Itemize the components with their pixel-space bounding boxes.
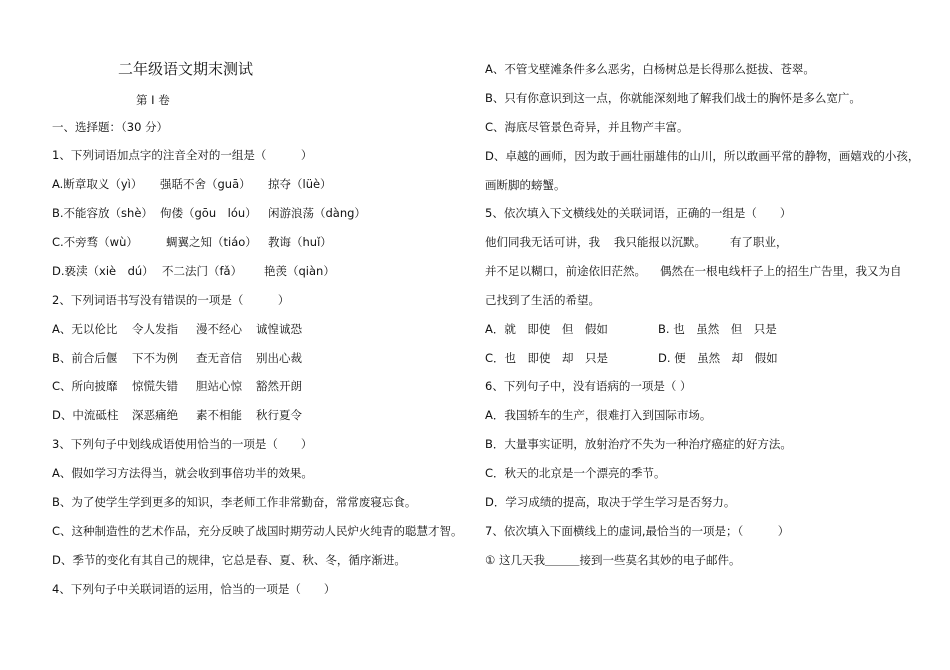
q2-option-c-2: 惊慌失错 [132,379,178,393]
q1-option-b-2: 佝偻（gōu lóu） [160,206,257,220]
q3-option-c: C、这种制造性的艺术作品，充分反映了战国时期劳动人民炉火纯青的聪慧才智。 [52,524,463,538]
q1-option-d-1: D.亵渎（xiè dú） [52,264,154,278]
q4-option-d-line1: D、卓越的画师，因为敢于画壮丽雄伟的山川，所以敢画平常的静物，画嬉戏的小孩， [485,149,920,163]
q7-blank-1: ① 这几天我＿＿＿接到一些莫名其妙的电子邮件。 [485,553,741,567]
q5-option-c: C．也 即使 却 只是 [485,351,609,365]
q4-option-b: B、只有你意识到这一点，你就能深刻地了解我们战士的胸怀是多么宽广。 [485,91,861,105]
q5-passage-1c: 有了职业， [730,235,788,249]
q2-option-d-3: 素不相能 [196,408,242,422]
q1-option-d-2: 不二法门（fǎ） [162,264,243,278]
q5-passage-2b: 偶然在一根电线杆子上的招生广告里，我又为自 [660,264,902,278]
q6-option-b: B．大量事实证明，放射治疗不失为一种治疗癌症的好方法。 [485,437,792,451]
q2-option-a-2: 令人发指 [132,322,178,336]
section-heading: 一、选择题：（30 分） [52,120,169,134]
paper-section-label: 第 I 卷 [136,93,170,107]
question-7: 7、依次填入下面横线上的虚词,最恰当的一项是；（ ） [485,524,790,538]
q2-option-b-1: B、前合后偃 [52,351,118,365]
q4-option-a: A、不管戈壁滩条件多么恶劣，白杨树总是长得那么挺拔、苍翠。 [485,62,815,76]
q2-option-d-2: 深恶痛绝 [132,408,178,422]
question-6: 6、下列句子中，没有语病的一项是（ ） [485,379,692,393]
q5-option-d: D. 便 虽然 却 假如 [658,351,778,365]
q2-option-d-4: 秋行夏令 [256,408,302,422]
q5-option-b: B. 也 虽然 但 只是 [658,322,777,336]
q1-option-c-1: C.不旁骛（wù） [52,235,138,249]
question-2: 2、下列词语书写没有错误的一项是（ ） [52,293,290,307]
question-4: 4、下列句子中关联词语的运用，恰当的一项是（ ） [52,582,336,596]
q2-option-b-3: 查无音信 [196,351,242,365]
q5-option-a: A．就 即使 但 假如 [485,322,608,336]
q1-option-a-2: 强聒不舍（guā） [160,177,251,191]
q2-option-b-2: 下不为例 [132,351,178,365]
q1-option-a-1: A.断章取义（yì） [52,177,143,191]
question-5: 5、依次填入下文横线处的关联词语，正确的一组是（ ） [485,206,792,220]
q4-option-d-line2: 画断脚的螃蟹。 [485,178,566,192]
q3-option-a: A、假如学习方法得当，就会收到事倍功半的效果。 [52,466,313,480]
q2-option-c-1: C、所向披靡 [52,379,118,393]
q1-option-a-3: 掠夺（lüè） [268,177,332,191]
q2-option-d-1: D、中流砥柱 [52,408,119,422]
q1-option-b-3: 闲游浪荡（dàng） [268,206,366,220]
q2-option-b-4: 别出心裁 [256,351,302,365]
q1-option-c-3: 教诲（huǐ） [268,235,332,249]
q3-option-d: D、季节的变化有其自己的规律，它总是春、夏、秋、冬，循序渐进。 [52,553,406,567]
q2-option-a-3: 漫不经心 [196,322,242,336]
q1-option-c-2: 蜩翼之知（tiáo） [166,235,257,249]
exam-title: 二年级语文期末测试 [118,60,254,78]
q5-passage-1a: 他们同我无话可讲，我 [485,235,600,249]
q6-option-a: A．我国轿车的生产，很难打入到国际市场。 [485,408,712,422]
q2-option-a-4: 诚惶诚恐 [256,322,302,336]
q2-option-c-3: 胆站心惊 [196,379,242,393]
q1-option-b-1: B.不能容放（shè） [52,206,153,220]
q6-option-d: D．学习成绩的提高，取决于学生学习是否努力。 [485,495,736,509]
q5-passage-1b: 我只能报以沉默。 [614,235,706,249]
q5-passage-3: 己找到了生活的希望。 [485,293,600,307]
question-1: 1、下列词语加点字的注音全对的一组是（ ） [52,148,313,162]
q4-option-c: C、海底尽管景色奇异，并且物产丰富。 [485,120,689,134]
question-3: 3、下列句子中划线成语使用恰当的一项是（ ） [52,437,313,451]
q1-option-d-3: 艳羡（qiàn） [264,264,335,278]
q2-option-a-1: A、无以伦比 [52,322,118,336]
q2-option-c-4: 豁然开朗 [256,379,302,393]
q3-option-b: B、为了使学生学到更多的知识，李老师工作非常勤奋，常常废寝忘食。 [52,495,417,509]
q5-passage-2a: 并不足以糊口，前途依旧茫然。 [485,264,646,278]
q6-option-c: C．秋天的北京是一个漂亮的季节。 [485,466,666,480]
